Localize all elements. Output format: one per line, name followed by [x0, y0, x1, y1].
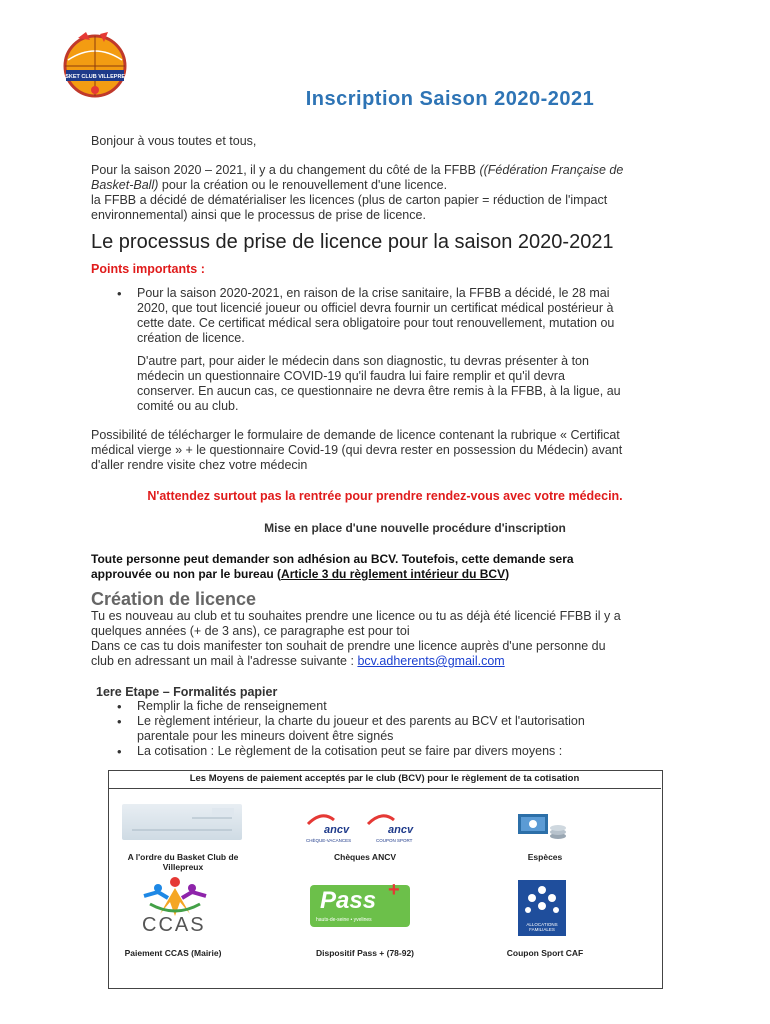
step1-item-rules: • Le règlement intérieur, la charte du joueur et des parents au BCV et l'autorisation parentale pour les mineurs doivent être signés	[113, 714, 673, 744]
creation-paragraph: Tu es nouveau au club et tu souhaites prendre une licence ou tu as déjà été licencié FFBB il y a quelques années (+ de 3 ans), ce paragraphe est pour toi Dans ce cas tu dois manifester ton souhait de prendre une licence auprès d'une personne du club en adressant un mail à l'adresse suivante : bcv.adherents@gmail.com	[91, 609, 621, 668]
email-link[interactable]: bcv.adherents@gmail.com	[357, 654, 505, 668]
bullet-covid-certificate: • Pour la saison 2020-2021, en raison de la crise sanitaire, la FFBB a décidé, le 28 mai 2020, que tout licencié joueur ou officiel devra fournir un certificat médical postérieur à cette date. Ce certificat médical sera obligatoire pour tout renouvellement, mutation ou création de licence.	[113, 286, 673, 346]
step1-list	[113, 699, 673, 759]
step1-heading: 1ere Etape – Formalités papier	[96, 685, 278, 699]
caption-ccas: Paiement CCAS (Mairie)	[124, 948, 222, 958]
points-label: Points importants :	[91, 262, 205, 276]
caption-cheque: A l'ordre du Basket Club de Villepreux	[127, 852, 239, 872]
logo-text: BASKET CLUB VILLEPREUX	[60, 74, 130, 80]
step1-item-fee: • La cotisation : Le règlement de la cotisation peut se faire par divers moyens :	[113, 744, 673, 759]
section-heading: Le processus de prise de licence pour la saison 2020-2021	[91, 231, 614, 253]
caption-caf: Coupon Sport CAF	[506, 948, 584, 958]
ccas-logo: CCAS	[130, 874, 220, 938]
step1-item-form: • Remplir la fiche de renseignement	[113, 699, 673, 714]
membership-text: Toute personne peut demander son adhésion au BCV. Toutefois, cette demande sera approuvée ou non par le bureau (Article 3 du règlement intérieur du BCV)	[91, 552, 574, 581]
intro-paragraph: Pour la saison 2020 – 2021, il y a du changement du côté de la FFBB ((Fédération Française de Basket-Ball) pour la création ou le renouvellement d'une licence. la FFBB a décidé de dématérialiser les licences (plus de carton papier = réduction de l'impact environnemental) ainsi que le processus de prise de licence.	[91, 163, 624, 222]
cheque-image	[122, 804, 242, 840]
caption-ancv: Chèques ANCV	[333, 852, 397, 862]
procedure-heading: Mise en place d'une nouvelle procédure d'inscription	[264, 521, 566, 535]
greeting: Bonjour à vous toutes et tous,	[91, 134, 257, 148]
creation-heading: Création de licence	[91, 589, 257, 609]
pass-plus-logo: Pass + hauts-de-seine • yvelines	[310, 885, 410, 927]
page-title: Inscription Saison 2020-2021	[305, 88, 595, 110]
payment-methods-header: Les Moyens de paiement acceptés par le club (BCV) pour le règlement de ta cotisation	[108, 770, 661, 789]
download-info: Possibilité de télécharger le formulaire de demande de licence contenant la rubrique « Certificat médical vierge » + le questionnaire Covid-19 (qui devra rester en possession du Médecin) avant d'aller rendre visite chez votre médecin	[91, 428, 623, 472]
cash-icon	[516, 810, 568, 842]
caption-pass: Dispositif Pass + (78-92)	[315, 948, 415, 958]
bullet-covid-questionnaire: D'autre part, pour aider le médecin dans son diagnostic, tu devras présenter à ton médecin un questionnaire COVID-19 qu'il faudra lui faire remplir et qu'il devra conserver. En aucun cas, ce questionnaire ne devra être remis à la FFBB, à la ligue, au comité ou au club.	[137, 354, 621, 413]
caption-cash: Espèces	[527, 852, 563, 862]
ancv-logos: ancv ancv CHÈQUE-VACANCES COUPON SPORT	[304, 810, 424, 848]
caf-logo: ALLOCATIONS FAMILIALES	[518, 880, 566, 936]
article-3-link[interactable]: Article 3 du règlement intérieur du BCV	[281, 567, 506, 581]
warning-text: N'attendez surtout pas la rentrée pour prendre rendez-vous avec votre médecin.	[147, 489, 623, 503]
